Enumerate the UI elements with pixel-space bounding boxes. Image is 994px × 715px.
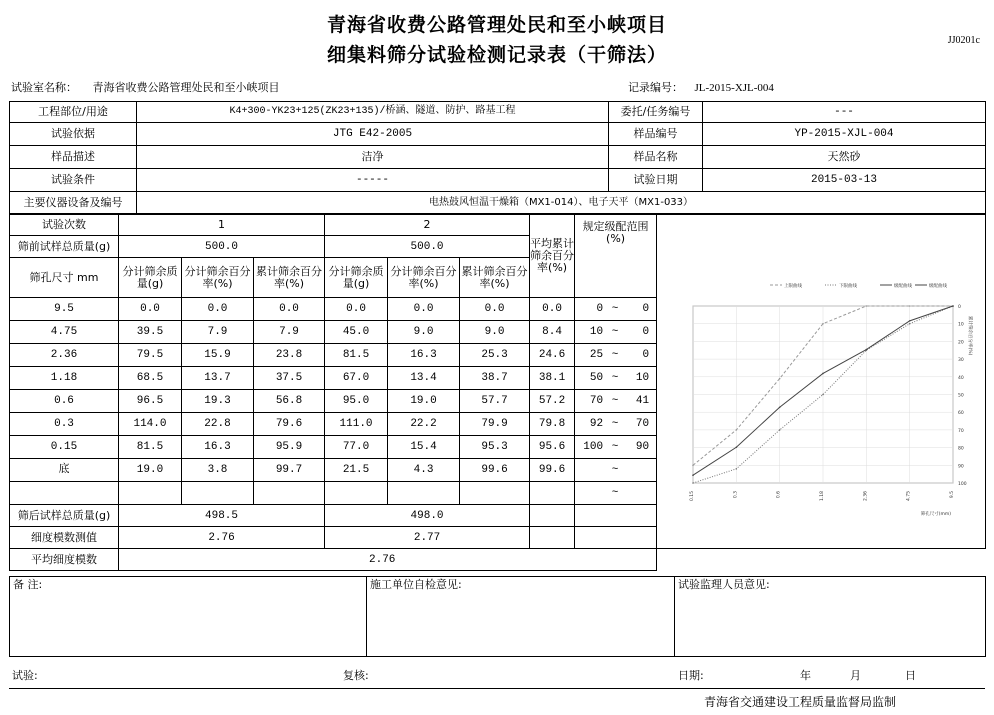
- cell-p2: 13.4: [388, 367, 460, 390]
- cell-m1: 19.0: [119, 459, 182, 482]
- spec-tilde: ~: [611, 464, 619, 476]
- lab-name: [11, 79, 280, 95]
- task-label: 委托/任务编号: [609, 102, 703, 123]
- cell-size: 9.5: [10, 298, 119, 321]
- cell-c2: 9.0: [460, 321, 530, 344]
- pre-mass-2: 500.0: [325, 236, 530, 258]
- cell-c2: 0.0: [460, 298, 530, 321]
- cell-c2: 38.7: [460, 367, 530, 390]
- cell-m2: 111.0: [325, 413, 388, 436]
- cell-size: [10, 482, 119, 505]
- spec-low: 92: [589, 418, 604, 430]
- legend-entry: 级配曲线: [929, 284, 947, 289]
- cell-size: 0.15: [10, 436, 119, 459]
- spec-high: 0: [642, 303, 650, 315]
- sample-name-label: 样品名称: [609, 146, 703, 169]
- col-cum-2: 累计筛余百分率(%): [460, 258, 530, 298]
- cell-m1: 0.0: [119, 298, 182, 321]
- remarks-table: [9, 576, 986, 657]
- spec-high: 10: [635, 372, 650, 384]
- cell-m2: 0.0: [325, 298, 388, 321]
- cell-p2: 0.0: [388, 298, 460, 321]
- series-point: [909, 320, 911, 322]
- cell-c2: [460, 482, 530, 505]
- remarks-cell: [10, 577, 367, 657]
- post-spec-empty: [575, 505, 657, 527]
- avg-header: 平均累计筛余百分率(%): [530, 215, 575, 298]
- spec-low: 50: [589, 372, 604, 384]
- x-tick-label: 0.6: [776, 491, 782, 499]
- post-mass-2: 498.0: [325, 505, 530, 527]
- year-label: 年: [800, 669, 811, 682]
- cell-spec: [575, 321, 657, 344]
- cell-avg: 8.4: [530, 321, 575, 344]
- cell-p1: 13.7: [182, 367, 254, 390]
- date-value: 2015-03-13: [703, 169, 986, 192]
- day-label: 日: [905, 669, 916, 682]
- cell-p2: 9.0: [388, 321, 460, 344]
- cell-avg: 99.6: [530, 459, 575, 482]
- y-tick-label: 0: [958, 305, 961, 310]
- reviewer-label: 复核:: [343, 669, 369, 682]
- spec-tilde: ~: [611, 395, 619, 407]
- spec-high: 0: [642, 326, 650, 338]
- avg-fm-label: 平均细度模数: [10, 549, 119, 571]
- cell-spec: [575, 436, 657, 459]
- contractor-cell: [367, 577, 675, 657]
- x-tick-label: 0.15: [690, 491, 695, 502]
- cell-m2: 21.5: [325, 459, 388, 482]
- col-pct-2: 分计筛余百分率(%): [388, 258, 460, 298]
- spec-low: 100: [583, 441, 604, 453]
- record-label: 记录编号：: [628, 81, 683, 94]
- x-tick-label: 0.3: [733, 491, 739, 499]
- bottom-rule: [9, 688, 985, 689]
- cell-p1: 15.9: [182, 344, 254, 367]
- series-point: [952, 305, 954, 307]
- spec-tilde: ~: [611, 441, 619, 453]
- lab-label: 试验室名称：: [11, 81, 77, 94]
- x-tick-label: 4.75: [906, 491, 912, 502]
- spec-tilde: ~: [611, 372, 619, 384]
- series-point: [909, 323, 911, 325]
- x-tick-label: 2.36: [863, 491, 869, 502]
- supervisor-cell: [675, 577, 986, 657]
- series-point: [692, 474, 694, 476]
- cell-c1: 37.5: [254, 367, 325, 390]
- cell-m2: 77.0: [325, 436, 388, 459]
- cell-m2: 45.0: [325, 321, 388, 344]
- cell-size: 1.18: [10, 367, 119, 390]
- series-point: [779, 406, 781, 408]
- cell-p1: 0.0: [182, 298, 254, 321]
- project-value: K4+300-YK23+125(ZK23+135)/桥涵、隧道、防护、路基工程: [137, 102, 609, 123]
- cell-avg: 0.0: [530, 298, 575, 321]
- y-tick-label: 20: [958, 340, 964, 346]
- cell-c1: 99.7: [254, 459, 325, 482]
- cell-p2: 4.3: [388, 459, 460, 482]
- cell-spec: [575, 459, 657, 482]
- month-label: 月: [850, 669, 861, 682]
- spec-high: 41: [635, 395, 650, 407]
- record-number: [628, 79, 774, 95]
- series-point: [736, 429, 738, 431]
- y-tick-label: 50: [958, 393, 964, 399]
- y-tick-label: 90: [958, 464, 964, 470]
- series-point: [822, 394, 824, 396]
- cell-m1: 68.5: [119, 367, 182, 390]
- cell-spec: [575, 344, 657, 367]
- spec-tilde: ~: [611, 418, 619, 430]
- cell-m2: 67.0: [325, 367, 388, 390]
- cell-m1: 81.5: [119, 436, 182, 459]
- equip-value: 电热鼓风恒温干燥箱（MX1-014）、电子天平（MX1-033）: [137, 192, 986, 214]
- spec-header: 规定级配范围(%): [575, 215, 657, 298]
- cell-spec: [575, 482, 657, 505]
- cell-size: 0.3: [10, 413, 119, 436]
- y-tick-label: 100: [958, 482, 967, 487]
- sample-name-value: 天然砂: [703, 146, 986, 169]
- fm-spec-empty: [575, 527, 657, 549]
- cell-p2: 16.3: [388, 344, 460, 367]
- cell-c2: 25.3: [460, 344, 530, 367]
- series-point: [692, 465, 694, 467]
- cell-c1: 56.8: [254, 390, 325, 413]
- trial-label: 试验次数: [10, 215, 119, 236]
- cond-value: -----: [137, 169, 609, 192]
- basis-value: JTG E42-2005: [137, 123, 609, 146]
- sample-no-label: 样品编号: [609, 123, 703, 146]
- spec-low: 0: [596, 303, 604, 315]
- cell-size: 0.6: [10, 390, 119, 413]
- y-tick-label: 80: [958, 446, 964, 452]
- y-tick-label: 70: [958, 428, 964, 434]
- spec-high: 0: [642, 349, 650, 361]
- supervisor-label: 试验监理人员意见:: [678, 578, 770, 591]
- col-pct-1: 分计筛余百分率(%): [182, 258, 254, 298]
- basis-label: 试验依据: [10, 123, 137, 146]
- info-table: [9, 101, 986, 214]
- pre-mass-1: 500.0: [119, 236, 325, 258]
- cell-c2: 95.3: [460, 436, 530, 459]
- page-subtitle: 细集料筛分试验检测记录表（干筛法）: [326, 44, 667, 66]
- series-point: [779, 378, 781, 380]
- series-point: [822, 373, 824, 375]
- series-point: [736, 446, 738, 448]
- gradation-chart: [651, 218, 985, 574]
- cell-p1: 22.8: [182, 413, 254, 436]
- cell-c2: 57.7: [460, 390, 530, 413]
- cell-c1: 23.8: [254, 344, 325, 367]
- equip-label: 主要仪器设备及编号: [10, 192, 137, 214]
- fm-2: 2.77: [325, 527, 530, 549]
- cell-p2: [388, 482, 460, 505]
- spec-tilde: ~: [611, 303, 619, 315]
- form-code: JJ0201c: [947, 35, 980, 46]
- spec-low: 70: [589, 395, 604, 407]
- cell-m1: 39.5: [119, 321, 182, 344]
- post-avg-empty: [530, 505, 575, 527]
- x-tick-label: 9.5: [950, 491, 955, 499]
- cell-c2: 79.9: [460, 413, 530, 436]
- cell-p1: 19.3: [182, 390, 254, 413]
- desc-label: 样品描述: [10, 146, 137, 169]
- cell-p2: 22.2: [388, 413, 460, 436]
- cell-size: 4.75: [10, 321, 119, 344]
- cell-spec: [575, 298, 657, 321]
- cell-p1: 3.8: [182, 459, 254, 482]
- series-point: [822, 323, 824, 325]
- y-tick-label: 60: [958, 411, 964, 417]
- post-mass-1: 498.5: [119, 505, 325, 527]
- cell-p1: 7.9: [182, 321, 254, 344]
- cell-m1: 96.5: [119, 390, 182, 413]
- fm-label: 细度模数测值: [10, 527, 119, 549]
- y-axis-label: 累计筛余百分率(%): [967, 316, 972, 356]
- series-point: [736, 468, 738, 470]
- series-point: [692, 482, 694, 484]
- spec-high: 70: [635, 418, 650, 430]
- y-tick-label: 40: [958, 375, 964, 381]
- x-tick-label: 1.18: [820, 491, 825, 502]
- cell-c1: 7.9: [254, 321, 325, 344]
- series-point: [909, 305, 911, 307]
- cell-p1: [182, 482, 254, 505]
- trial-2: 2: [325, 215, 530, 236]
- legend-entry: 级配曲线: [894, 284, 912, 289]
- avg-fm-value: 2.76: [119, 549, 657, 571]
- cell-avg: 24.6: [530, 344, 575, 367]
- cell-size: 2.36: [10, 344, 119, 367]
- legend-entry: 上限曲线: [784, 284, 802, 289]
- date-sign-label: 日期:: [678, 669, 704, 682]
- x-axis-label: 筛孔尺寸(mm): [920, 512, 951, 517]
- cell-m1: [119, 482, 182, 505]
- cell-p1: 16.3: [182, 436, 254, 459]
- date-label: 试验日期: [609, 169, 703, 192]
- col-mass-1: 分计筛余质量(g): [119, 258, 182, 298]
- spec-tilde: ~: [611, 349, 619, 361]
- cell-avg: [530, 482, 575, 505]
- tester-label: 试验:: [12, 669, 38, 682]
- trial-1: 1: [119, 215, 325, 236]
- cell-c1: 79.6: [254, 413, 325, 436]
- cell-spec: [575, 367, 657, 390]
- spec-tilde: ~: [611, 326, 619, 338]
- y-tick-label: 10: [958, 322, 964, 328]
- cell-avg: 38.1: [530, 367, 575, 390]
- series-point: [779, 429, 781, 431]
- cell-m2: [325, 482, 388, 505]
- desc-value: 洁净: [137, 146, 609, 169]
- cond-label: 试验条件: [10, 169, 137, 192]
- cell-spec: [575, 413, 657, 436]
- cell-spec: [575, 390, 657, 413]
- cell-size: 底: [10, 459, 119, 482]
- series-point: [866, 305, 868, 307]
- lab-value: 青海省收费公路管理处民和至小峡项目: [92, 81, 280, 94]
- fm-1: 2.76: [119, 527, 325, 549]
- size-label: 筛孔尺寸 mm: [10, 258, 119, 298]
- spec-low: 25: [589, 349, 604, 361]
- task-value: ---: [703, 102, 986, 123]
- y-tick-label: 30: [958, 358, 964, 364]
- cell-m2: 95.0: [325, 390, 388, 413]
- cell-avg: 79.8: [530, 413, 575, 436]
- fm-avg-empty: [530, 527, 575, 549]
- legend-entry: 下限曲线: [839, 284, 857, 289]
- cell-avg: 57.2: [530, 390, 575, 413]
- record-value: JL-2015-XJL-004: [694, 82, 774, 94]
- spec-tilde: ~: [611, 487, 619, 499]
- sample-no-value: YP-2015-XJL-004: [703, 123, 986, 146]
- footer-publisher: 青海省交通建设工程质量监督局监制: [703, 695, 896, 709]
- cell-c2: 99.6: [460, 459, 530, 482]
- spec-high: 90: [635, 441, 650, 453]
- cell-c1: [254, 482, 325, 505]
- contractor-label: 施工单位自检意见:: [370, 578, 462, 591]
- cell-m1: 114.0: [119, 413, 182, 436]
- post-mass-label: 筛后试样总质量(g): [10, 505, 119, 527]
- project-label: 工程部位/用途: [10, 102, 137, 123]
- col-cum-1: 累计筛余百分率(%): [254, 258, 325, 298]
- cell-p2: 19.0: [388, 390, 460, 413]
- remarks-label: 备 注:: [13, 578, 43, 591]
- col-mass-2: 分计筛余质量(g): [325, 258, 388, 298]
- pre-mass-label: 筛前试样总质量(g): [10, 236, 119, 258]
- cell-m1: 79.5: [119, 344, 182, 367]
- cell-c1: 95.9: [254, 436, 325, 459]
- spec-low: 10: [589, 326, 604, 338]
- cell-p2: 15.4: [388, 436, 460, 459]
- cell-c1: 0.0: [254, 298, 325, 321]
- series-point: [866, 349, 868, 351]
- cell-avg: 95.6: [530, 436, 575, 459]
- cell-m2: 81.5: [325, 344, 388, 367]
- page-title: 青海省收费公路管理处民和至小峡项目: [326, 14, 667, 36]
